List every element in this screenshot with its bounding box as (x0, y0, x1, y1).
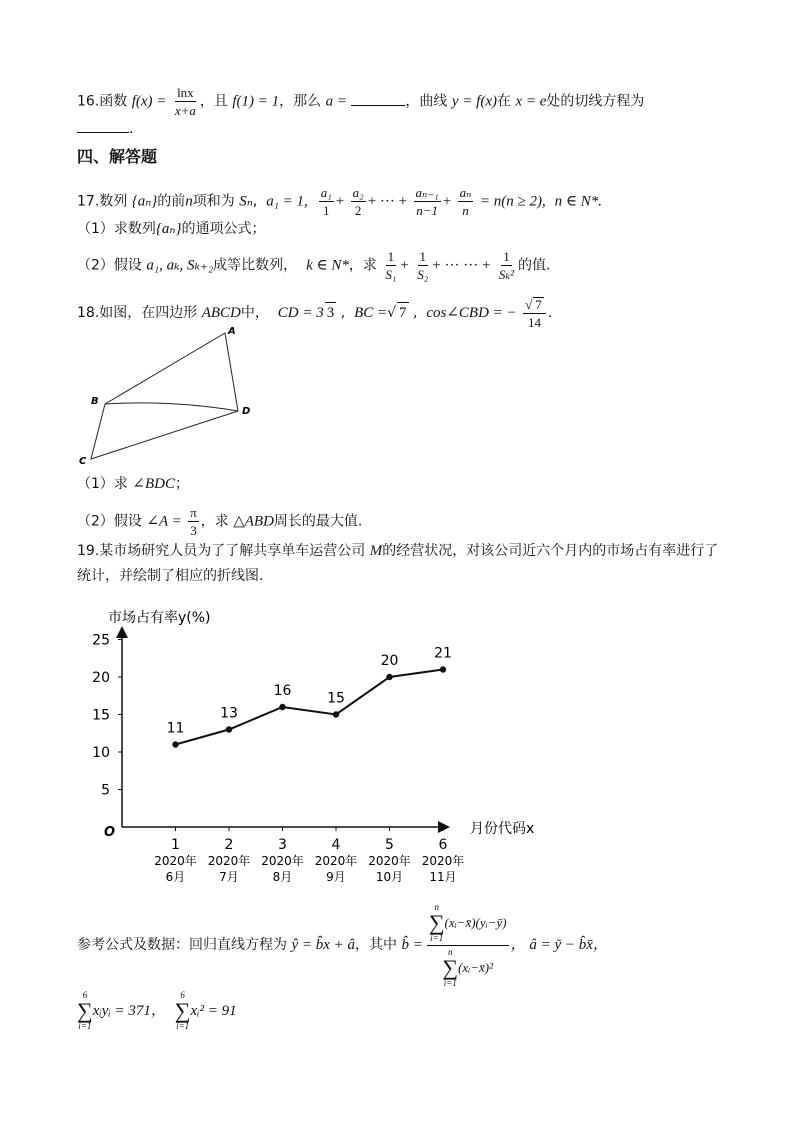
y-tick-label: 15 (92, 707, 110, 724)
diagonal-bd (105, 403, 238, 411)
question-17-part-1: （1）求数列{aₙ}的通项公式； (77, 221, 266, 237)
x-axis-label: 月份代码x (470, 821, 535, 837)
section-heading: 四、解答题 (77, 147, 158, 166)
y-axis-label: 市场占有率y(%) (108, 610, 211, 626)
y-tick-label: 25 (92, 632, 110, 649)
data-point (333, 711, 339, 717)
vertex-label-b: B (91, 396, 99, 407)
x-tick-sublabel-year: 2020年 (207, 854, 251, 868)
x-tick-sublabel-month: 6月 (165, 870, 186, 884)
y-tick-label: 10 (92, 745, 110, 761)
x-tick-sublabel-year: 2020年 (368, 854, 411, 868)
x-tick-label: 2 (224, 837, 234, 853)
x-tick-sublabel-year: 2020年 (314, 854, 358, 868)
question-number: 16. (77, 93, 100, 110)
answer-blank[interactable] (77, 118, 129, 133)
x-tick-sublabel-month: 8月 (272, 870, 293, 884)
question-19-line-1: 19.某市场研究人员为了了解共享单车运营公司 M的经营状况，对该公司近六个月内的市场占有率进行了 (77, 543, 719, 559)
x-tick-sublabel-year: 2020年 (261, 854, 304, 868)
question-19-line-2: 统计，并绘制了相应的折线图. (77, 568, 264, 584)
x-tick-label: 5 (385, 837, 394, 853)
fraction: $\frac{\ln x}{x+a}$ (174, 85, 196, 118)
x-tick-label: 6 (438, 837, 448, 853)
data-point (226, 726, 232, 732)
question-16-line-2: . (77, 118, 133, 139)
question-18-part-1: （1）求 ∠BDC； (77, 476, 189, 492)
data-point (440, 666, 446, 672)
data-point (172, 741, 178, 747)
quadrilateral-outline (91, 333, 238, 459)
question-18-part-2: （2）假设 ∠A = $\frac{\pi}{3}$ ，求 △ABD周长的最大值. (77, 505, 363, 538)
data-point (279, 704, 285, 710)
y-tick-label: 20 (92, 670, 110, 686)
reference-data-line: 6 ∑ i=1 xᵢyᵢ = 371， 6 ∑ i=1 xᵢ² = 91 (77, 990, 237, 1031)
question-16-line-1: 16.函数 f(x) = $\frac{\ln x}{x+a}$ ，且 f(1) = 1，那么 a = ，曲线 y = f(x)在 x = e处的切线方程为 (77, 85, 645, 118)
answer-blank[interactable] (351, 91, 405, 106)
question-17-line-1: 17.数列 {aₙ}的前n项和为 Sₙ, a₁ = 1, $\frac{\text{a₁}}{1}$ + $\frac{\text{a₂}}{2}$ + ··· + $\frac{\text{aₙ₋₁}}{n-1}$ + $\frac{\text{aₙ}}{n}$ = n(n ≥ 2), n ∈ N*. (77, 185, 602, 218)
x-tick-label: 3 (278, 837, 287, 853)
vertex-label-c: C (79, 456, 87, 467)
vertex-label-d: D (242, 406, 251, 417)
quadrilateral-figure (76, 322, 266, 470)
y-tick-label: 5 (101, 782, 110, 799)
data-label: 11 (166, 720, 185, 737)
data-label: 16 (273, 683, 292, 699)
vertex-label-a: A (228, 326, 236, 337)
data-label: 13 (220, 705, 238, 722)
x-tick-sublabel-month: 9月 (326, 870, 346, 884)
x-tick-label: 4 (331, 837, 341, 853)
x-tick-sublabel-year: 2020年 (421, 854, 465, 868)
question-18-line-1: 18.如图，在四边形 ABCD中， CD = 3 3 , BC =√ 7 , cos∠CBD = − $\frac{√ 7}{14}$ . (77, 297, 553, 330)
series-line (176, 670, 444, 745)
origin-label: O (104, 825, 116, 840)
data-label: 21 (434, 645, 452, 662)
x-tick-sublabel-month: 10月 (375, 870, 404, 884)
market-share-line-chart (78, 600, 548, 890)
data-label: 20 (380, 653, 399, 669)
question-17-part-2: （2）假设 a₁, aₖ, Sₖ₊₂成等比数列， k ∈ N*，求 $\frac{1}{\text{S₁}}$ + $\frac{1}{\text{S₂}}$ + ··· ··· + $\frac{1}{\text{Sₖ²}}$ 的值. (77, 249, 551, 282)
x-tick-sublabel-month: 11月 (429, 870, 457, 884)
x-tick-sublabel-year: 2020年 (154, 854, 197, 868)
data-point (386, 674, 392, 680)
x-tick-label: 1 (171, 837, 180, 853)
reference-formula-line: 参考公式及数据：回归直线方程为 ŷ = b̂x + â ，其中 b̂ = n ∑ i=1 (xᵢ−x̄)(yᵢ−ȳ) n ∑ i=1 (xᵢ−x̄)² ， â = ȳ − b̂x̄， (77, 901, 608, 988)
data-label: 15 (327, 690, 345, 707)
x-tick-sublabel-month: 7月 (219, 870, 239, 884)
